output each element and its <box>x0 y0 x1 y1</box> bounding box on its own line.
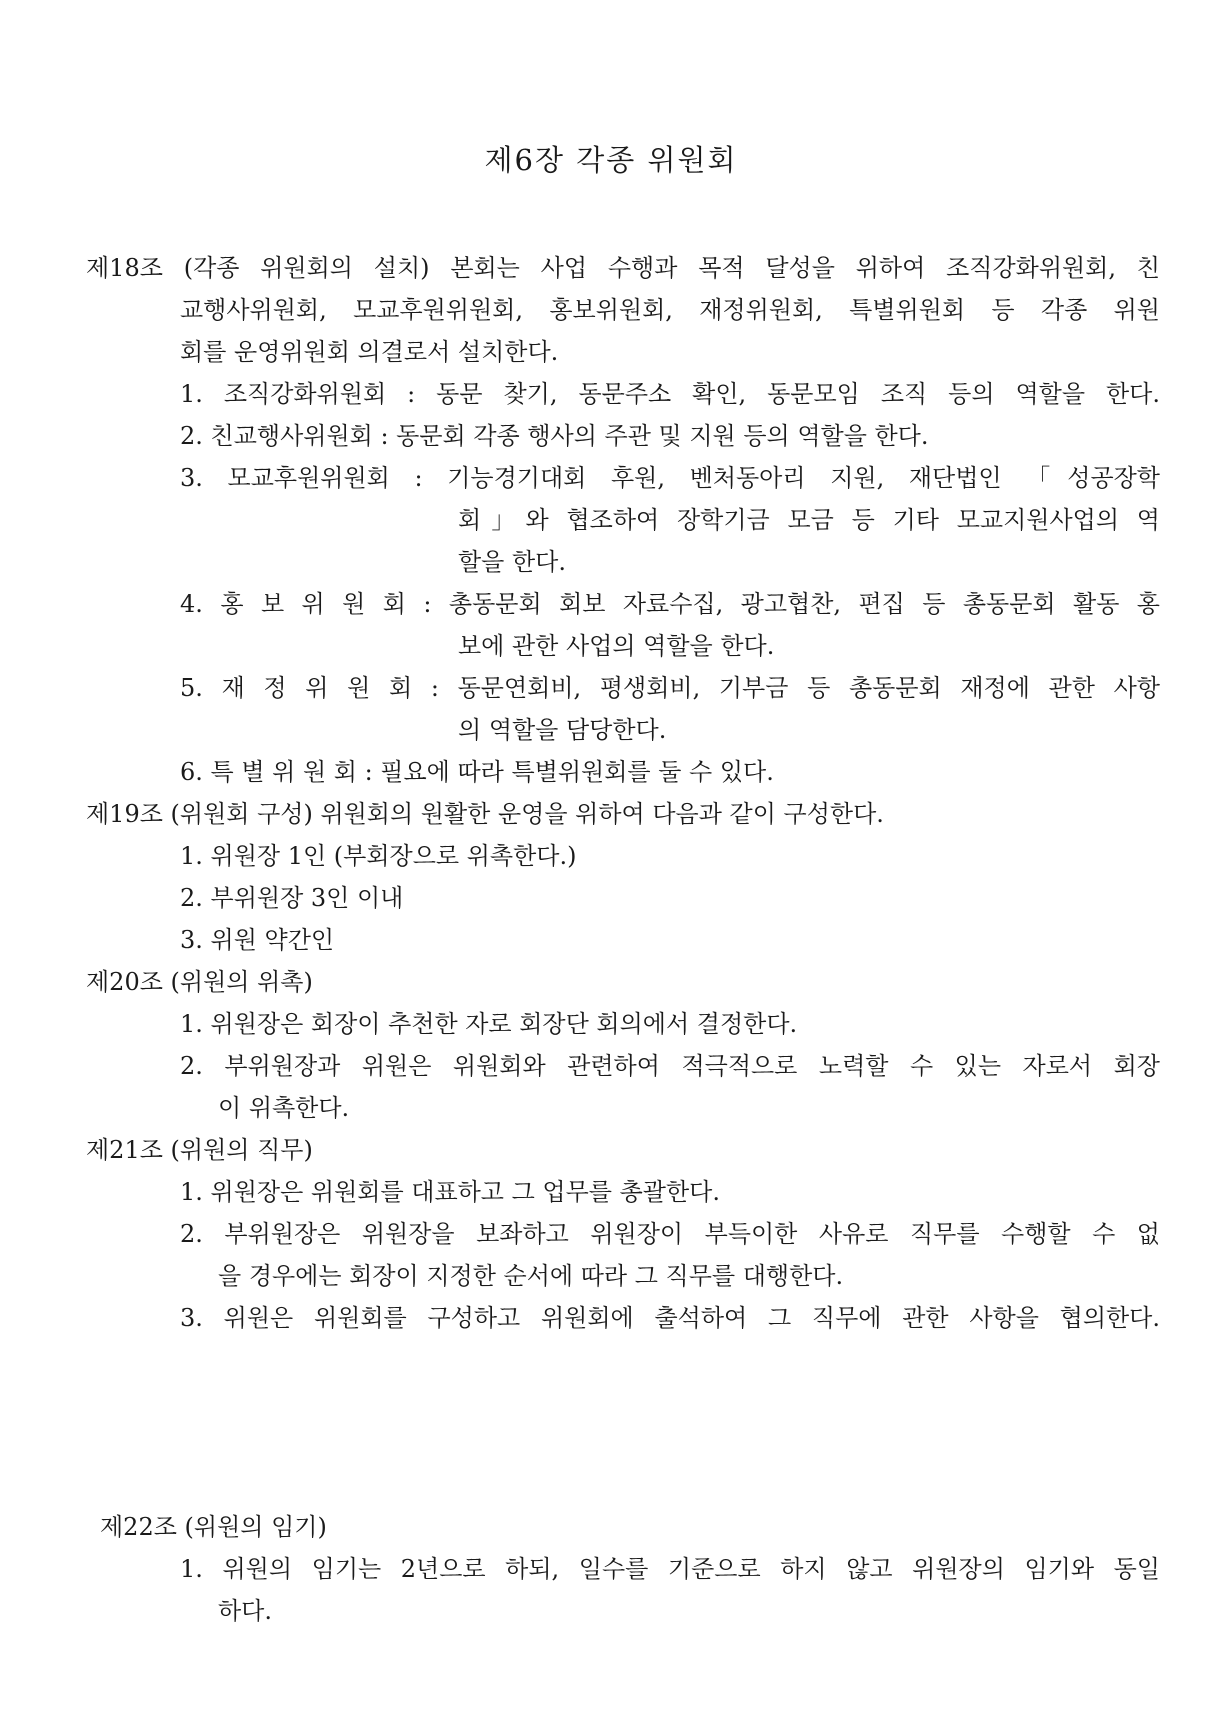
list-item: 1. 위원장은 회장이 추천한 자로 회장단 회의에서 결정한다. <box>180 1010 798 1038</box>
list-item: 5. 재 정 위 원 회 : 동문연회비, 평생회비, 기부금 등 총동문회 재정에 관한 사항 <box>180 674 1160 702</box>
article-18-heading: 제18조 (각종 위원회의 설치) 본회는 사업 수행과 목적 달성을 위하여 조직강화위원회, 친 <box>86 254 1160 282</box>
article-19-heading: 제19조 (위원회 구성) 위원회의 원활한 운영을 위하여 다음과 같이 구성한다. <box>86 800 884 828</box>
page-title: 제6장 각종 위원회 <box>484 143 738 177</box>
list-item: 2. 친교행사위원회 : 동문회 각종 행사의 주관 및 지원 등의 역할을 한다. <box>180 422 929 450</box>
list-item: 1. 위원장은 위원회를 대표하고 그 업무를 총괄한다. <box>180 1178 720 1206</box>
list-item: 1. 위원장 1인 (부회장으로 위촉한다.) <box>180 842 577 870</box>
list-item-cont: 의 역할을 담당한다. <box>458 716 667 744</box>
article-18-heading-cont: 교행사위원회, 모교후원위원회, 홍보위원회, 재정위원회, 특별위원회 등 각종 위원 <box>180 296 1160 324</box>
article-20-heading: 제20조 (위원의 위촉) <box>86 968 313 996</box>
list-item-cont: 할을 한다. <box>458 548 566 576</box>
list-item: 3. 모교후원위원회 : 기능경기대회 후원, 벤처동아리 지원, 재단법인 「성공장학 <box>180 464 1160 492</box>
list-item-cont: 이 위촉한다. <box>218 1094 350 1122</box>
article-18-heading-cont: 회를 운영위원회 의결로서 설치한다. <box>180 338 559 366</box>
list-item: 4. 홍 보 위 원 회 : 총동문회 회보 자료수집, 광고협찬, 편집 등 총동문회 활동 홍 <box>180 590 1160 618</box>
article-22-heading: 제22조 (위원의 임기) <box>100 1513 327 1541</box>
list-item-cont: 회」와 협조하여 장학기금 모금 등 기타 모교지원사업의 역 <box>458 506 1160 534</box>
list-item: 1. 조직강화위원회 : 동문 찾기, 동문주소 확인, 동문모임 조직 등의 역할을 한다. <box>180 380 1160 408</box>
list-item: 3. 위원은 위원회를 구성하고 위원회에 출석하여 그 직무에 관한 사항을 협의한다. <box>180 1304 1160 1332</box>
list-item: 3. 위원 약간인 <box>180 926 335 954</box>
list-item: 1. 위원의 임기는 2년으로 하되, 일수를 기준으로 하지 않고 위원장의 임기와 동일 <box>180 1555 1160 1583</box>
list-item: 2. 부위원장과 위원은 위원회와 관련하여 적극적으로 노력할 수 있는 자로서 회장 <box>180 1052 1160 1080</box>
list-item: 6. 특 별 위 원 회 : 필요에 따라 특별위원회를 둘 수 있다. <box>180 758 774 786</box>
list-item: 2. 부위원장은 위원장을 보좌하고 위원장이 부득이한 사유로 직무를 수행할 수 없 <box>180 1220 1160 1248</box>
list-item-cont: 을 경우에는 회장이 지정한 순서에 따라 그 직무를 대행한다. <box>218 1262 844 1290</box>
article-21-heading: 제21조 (위원의 직무) <box>86 1136 313 1164</box>
list-item: 2. 부위원장 3인 이내 <box>180 884 404 912</box>
list-item-cont: 하다. <box>218 1597 272 1625</box>
list-item-cont: 보에 관한 사업의 역할을 한다. <box>458 632 775 660</box>
